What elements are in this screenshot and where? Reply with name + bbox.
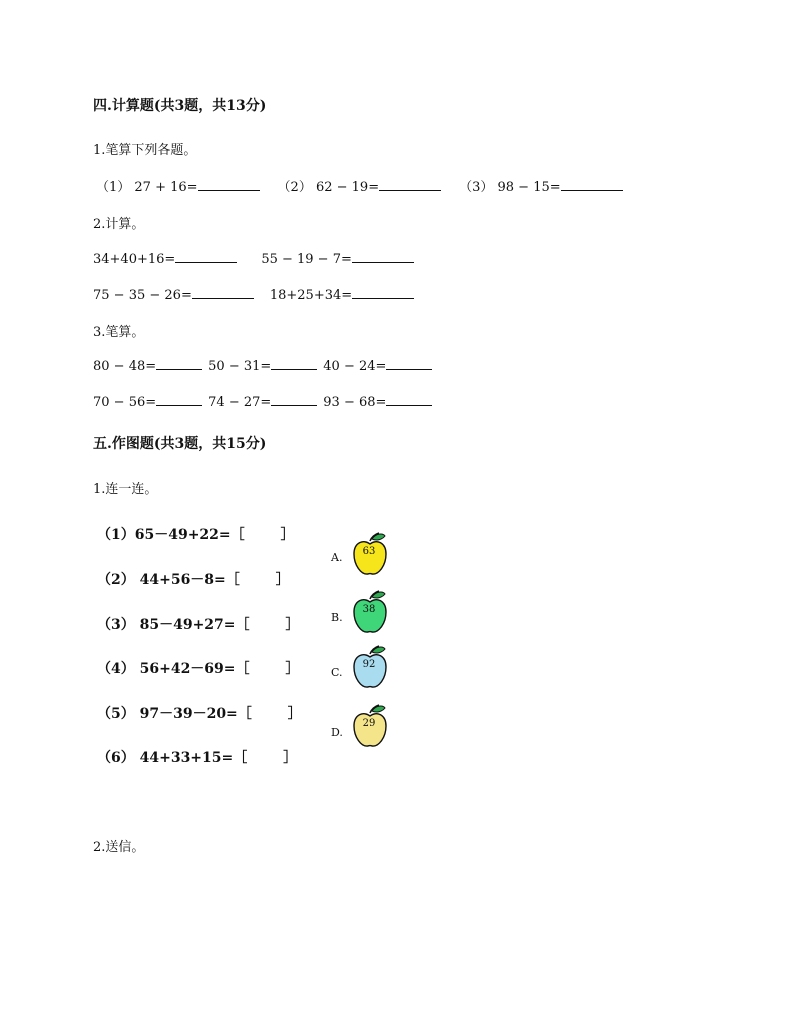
apple-value-c: 92 <box>362 659 376 670</box>
s4-q3-expr: 70 − 56= <box>93 395 157 410</box>
s4-q3-row-2 <box>93 393 432 410</box>
apple-value-d: 29 <box>362 718 376 729</box>
s4-q2-row-2 <box>93 286 414 303</box>
s4-q3-expr: 50 − 31= <box>208 359 272 374</box>
match-problem-text: （4） 56+42－69=［ <box>97 661 250 677</box>
s4-q3-expr: 40 − 24= <box>323 359 387 374</box>
s4-q1-label: 1.笔算下列各题。 <box>93 143 197 158</box>
s4-q2-expr: 18+25+34= <box>269 288 353 303</box>
match-problem-4[interactable] <box>97 658 300 678</box>
section4-title: 四.计算题(共3题，共13分) <box>93 98 267 114</box>
match-problem-text: （2） 44+56－8=［ <box>97 572 240 588</box>
answer-blank[interactable] <box>271 393 317 406</box>
answer-blank[interactable] <box>379 178 441 191</box>
match-problem-text: （3） 85－49+27=［ <box>97 617 250 633</box>
match-problem-bracket: ］ <box>275 572 290 588</box>
answer-blank[interactable] <box>386 393 432 406</box>
match-problem-text: （6） 44+33+15=［ <box>97 750 248 766</box>
option-letter-c: C. <box>331 666 343 679</box>
apple-option-b[interactable] <box>352 590 392 636</box>
match-problem-bracket: ］ <box>283 750 298 766</box>
answer-blank[interactable] <box>386 357 432 370</box>
answer-blank[interactable] <box>352 286 414 299</box>
match-problem-bracket: ］ <box>285 661 300 677</box>
s4-q3-row-1 <box>93 357 432 374</box>
answer-blank[interactable] <box>156 357 202 370</box>
s4-q3-label: 3.笔算。 <box>93 325 145 340</box>
apple-value-b: 38 <box>362 604 376 615</box>
s4-q1-item-1: （1） 27 + 16= <box>96 180 198 195</box>
s5-q2-label: 2.送信。 <box>93 840 145 855</box>
answer-blank[interactable] <box>192 286 254 299</box>
option-letter-d: D. <box>331 726 343 739</box>
s4-q2-label: 2.计算。 <box>93 217 145 232</box>
answer-blank[interactable] <box>198 178 260 191</box>
answer-blank[interactable] <box>175 250 237 263</box>
match-problem-bracket: ］ <box>280 527 295 543</box>
s4-q1-item-2: （2） 62 − 19= <box>277 180 380 195</box>
s4-q2-expr: 55 − 19 − 7= <box>261 252 352 267</box>
option-letter-a: A. <box>331 551 343 564</box>
answer-blank[interactable] <box>271 357 317 370</box>
match-problem-3[interactable] <box>97 614 300 634</box>
answer-blank[interactable] <box>352 250 414 263</box>
match-problem-5[interactable] <box>97 703 302 723</box>
option-letter-b: B. <box>331 611 343 624</box>
apple-option-c[interactable] <box>352 645 392 691</box>
apple-option-a[interactable] <box>352 532 392 578</box>
match-problem-text: （1）65－49+22=［ <box>97 527 245 543</box>
apple-option-d[interactable] <box>352 704 392 750</box>
match-problem-text: （5） 97－39－20=［ <box>97 706 252 722</box>
s4-q1-item-3: （3） 98 − 15= <box>459 180 561 195</box>
match-problem-bracket: ］ <box>285 617 300 633</box>
match-problem-1[interactable] <box>97 524 295 544</box>
s4-q2-expr: 75 − 35 − 26= <box>93 288 192 303</box>
match-problem-6[interactable] <box>97 747 297 767</box>
s4-q2-row-1 <box>93 250 414 267</box>
s5-q1-label: 1.连一连。 <box>93 482 158 497</box>
apple-value-a: 63 <box>362 546 376 557</box>
s4-q3-expr: 74 − 27= <box>208 395 272 410</box>
s4-q2-expr: 34+40+16= <box>93 252 176 267</box>
answer-blank[interactable] <box>156 393 202 406</box>
s4-q3-expr: 93 − 68= <box>323 395 387 410</box>
s4-q3-expr: 80 − 48= <box>93 359 157 374</box>
section5-title: 五.作图题(共3题，共15分) <box>93 436 267 452</box>
answer-blank[interactable] <box>561 178 623 191</box>
match-problem-bracket: ］ <box>287 706 302 722</box>
match-problem-2[interactable] <box>97 569 290 589</box>
s4-q1-row <box>96 176 623 195</box>
